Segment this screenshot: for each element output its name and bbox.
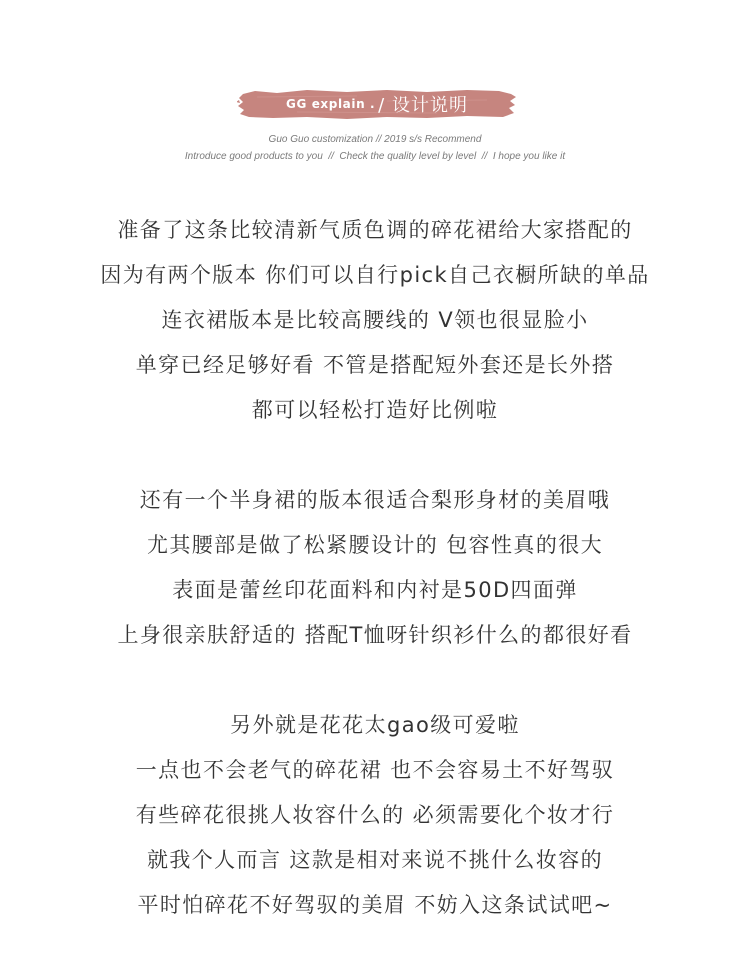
banner-label-en: GG explain . [286, 97, 376, 111]
text-line: 就我个人而言 这款是相对来说不挑什么妆容的 [146, 848, 604, 872]
paragraph-3 [0, 703, 750, 928]
text-line: 上身很亲肤舒适的 搭配T恤呀针织衫什么的都很好看 [117, 623, 633, 647]
text-line: 准备了这条比较清新气质色调的碎花裙给大家搭配的 [117, 218, 633, 242]
banner-label [237, 88, 517, 120]
subtitle-line-1: Guo Guo customization // 2019 s/s Recommend [268, 134, 482, 145]
description-body [0, 208, 750, 973]
text-line: 有些碎花很挑人妆容什么的 必须需要化个妆才行 [135, 803, 615, 827]
text-line: 一点也不会老气的碎花裙 也不会容易土不好驾驭 [135, 758, 615, 782]
paragraph-1 [0, 208, 750, 433]
text-line: 另外就是花花太gao级可爱啦 [230, 713, 520, 737]
subtitle-line-2: Introduce good products to you // Check the quality level by level // I hope you like it [184, 151, 566, 162]
text-line: 因为有两个版本 你们可以自行pick自己衣橱所缺的单品 [100, 263, 650, 287]
text-line: 都可以轻松打造好比例啦 [251, 398, 499, 422]
text-line: 平时怕碎花不好驾驭的美眉 不妨入这条试试吧~ [137, 893, 613, 917]
text-line: 还有一个半身裙的版本很适合梨形身材的美眉哦 [139, 488, 611, 512]
text-line: 连衣裙版本是比较高腰线的 V领也很显脸小 [161, 308, 589, 332]
text-line: 表面是蕾丝印花面料和内衬是50D四面弹 [172, 578, 578, 602]
section-title-banner [237, 88, 517, 120]
paragraph-2 [0, 478, 750, 658]
text-line: 单穿已经足够好看 不管是搭配短外套还是长外搭 [135, 353, 615, 377]
banner-label-cn: / 设计说明 [378, 95, 468, 116]
text-line: 尤其腰部是做了松紧腰设计的 包容性真的很大 [146, 533, 604, 557]
